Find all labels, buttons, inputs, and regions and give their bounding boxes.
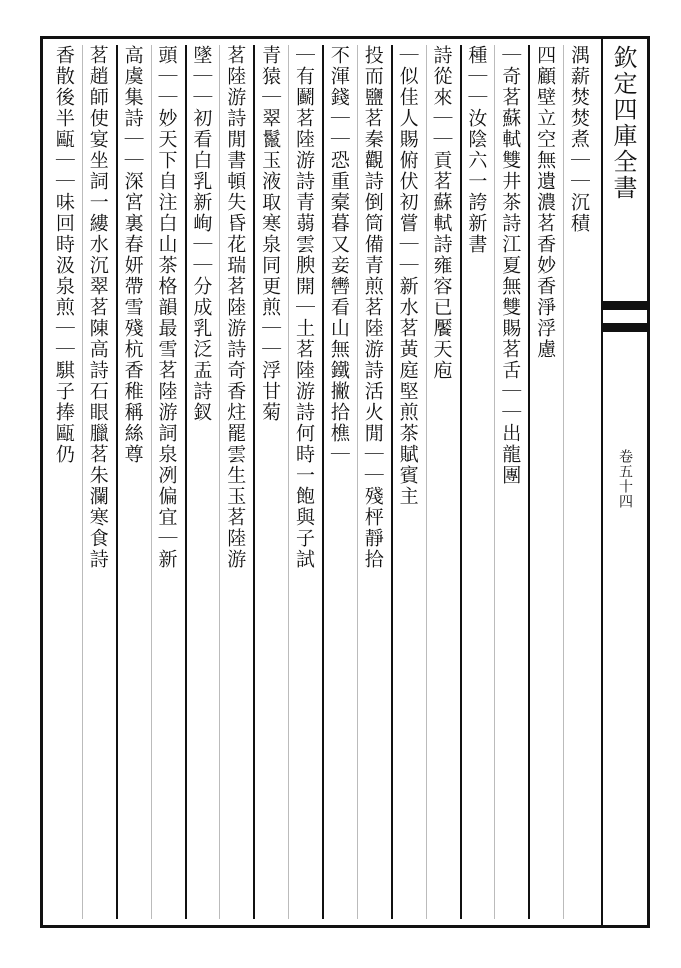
book-title: 欽定四庫全書	[609, 45, 637, 201]
text-column: 墜｜｜初看白乳新峋｜｜分成乳泛盂詩釵	[185, 45, 220, 919]
volume-label: 卷五十四	[617, 449, 633, 509]
text-column: 不渾錢｜｜恐重槖暮又妾轡看山無鐵撇拾樵｜	[322, 45, 357, 919]
page-margin-strip	[601, 39, 647, 925]
text-column: 茗陸游詩閒書頓失昏花瑞茗陸游詩奇香炷罷雲生玉茗陸游	[219, 45, 253, 919]
text-column: 頭｜｜妙天下自注白山茶格韻最雪茗陸游詞泉冽偏宜｜新	[151, 45, 185, 919]
text-column: 青猿｜翠鬣玉液取寒泉同更煎｜｜浮甘菊	[253, 45, 288, 919]
text-column: 投而鹽茗秦觀詩倒筒備青煎茗陸游詩活火閒｜｜殘枰靜拾	[357, 45, 391, 919]
text-column: 詩從來｜｜貢茗蘇軾詩雍容已饜天庖	[426, 45, 460, 919]
text-column: 高虞集詩｜｜深宮裏春妍帶雪殘杭香稚稱絲尊	[116, 45, 151, 919]
fish-tail-ornament	[601, 301, 647, 341]
text-column: ｜有鬬茗陸游詩青蒻雲腴開｜土茗陸游詩何時一飽與子試	[288, 45, 322, 919]
text-column: 湡薪焚焚煮｜｜沉積	[563, 45, 597, 919]
text-column: ｜似佳人賜俯伏初嘗｜｜新水茗黃庭堅煎茶賦賓主	[391, 45, 426, 919]
text-column: 香散後半甌｜｜味回時汲泉煎｜｜騏子捧甌仍	[52, 45, 75, 465]
text-column: 種｜｜汝陰六一誇新書	[460, 45, 495, 919]
text-column: ｜奇茗蘇軾雙井茶詩江夏無雙賜茗舌｜｜出龍團	[494, 45, 528, 919]
text-column: 茗趙師使宴坐詞一縷水沉翠茗陳高詩石眼臘茗朱瀾寒食詩	[82, 45, 116, 919]
text-column: 四顧壁立空無遺濃茗香妙香淨浮慮	[528, 45, 563, 919]
text-columns	[49, 45, 597, 919]
book-page	[40, 36, 650, 928]
